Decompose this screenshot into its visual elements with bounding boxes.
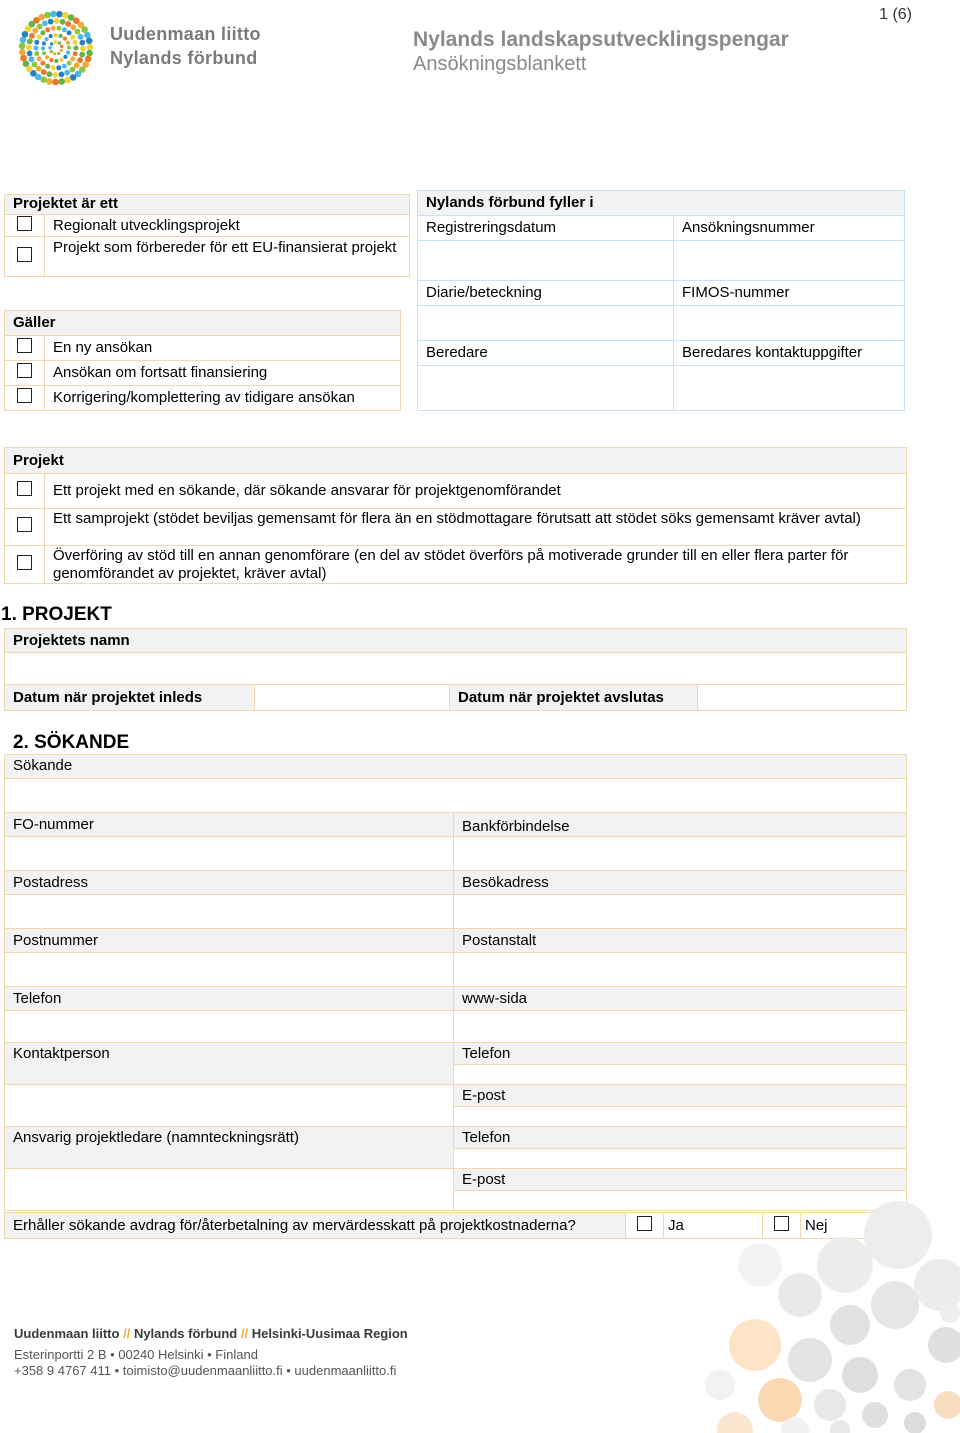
end-date-label: Datum när projektet avslutas bbox=[450, 685, 698, 711]
logo-dot bbox=[73, 51, 78, 56]
fimos-field[interactable] bbox=[674, 306, 905, 341]
logo-text-sv: Nylands förbund bbox=[110, 48, 258, 68]
page-number: 1 (6) bbox=[879, 6, 912, 23]
footer-dot bbox=[717, 1412, 753, 1433]
option-new-application: En ny ansökan bbox=[45, 336, 401, 361]
option-single-applicant: Ett projekt med en sökande, där sökande ansvarar för projektgenomförandet bbox=[45, 474, 907, 509]
document-title: Nylands landskapsutvecklingspengar bbox=[413, 28, 789, 51]
logo-dot bbox=[51, 26, 56, 31]
logo-dot bbox=[40, 30, 45, 35]
logo-dot bbox=[58, 41, 61, 44]
postal-address-label: Postadress bbox=[5, 871, 454, 895]
logo-dot bbox=[50, 50, 53, 53]
checkbox-correction[interactable] bbox=[17, 388, 32, 403]
logo-dot bbox=[56, 26, 61, 31]
footer-dot bbox=[914, 1259, 960, 1311]
diary-label: Diarie/beteckning bbox=[418, 281, 674, 306]
logo-dot bbox=[74, 46, 79, 51]
project-table bbox=[4, 628, 907, 711]
website-field[interactable] bbox=[454, 1011, 907, 1043]
logo-dot bbox=[70, 24, 76, 30]
logo-dot bbox=[36, 66, 42, 72]
footer-dot bbox=[817, 1237, 873, 1293]
application-number-field[interactable] bbox=[674, 241, 905, 281]
project-type-header: Projekt bbox=[5, 448, 907, 474]
logo-dot bbox=[47, 71, 53, 77]
logo-dot bbox=[65, 21, 71, 27]
logo-dot bbox=[51, 65, 56, 70]
logo-dot bbox=[87, 44, 94, 51]
logo-dot bbox=[32, 62, 38, 68]
post-office-label: Postanstalt bbox=[454, 929, 907, 953]
bank-account-label: Bankförbindelse bbox=[454, 813, 907, 837]
section-1-title: 1. PROJEKT bbox=[1, 604, 112, 625]
footer-separator: // bbox=[123, 1326, 131, 1341]
footer-dot bbox=[928, 1327, 960, 1363]
logo-dot bbox=[32, 28, 38, 34]
logo-dot bbox=[45, 55, 49, 59]
visiting-address-label: Besökadress bbox=[454, 871, 907, 895]
registration-date-label: Registreringsdatum bbox=[418, 216, 674, 241]
logo-dot bbox=[57, 52, 60, 55]
logo-dot bbox=[67, 30, 72, 35]
diary-field[interactable] bbox=[418, 306, 674, 341]
project-leader-field[interactable] bbox=[5, 1169, 454, 1211]
project-kind-table bbox=[4, 194, 410, 277]
logo-dot bbox=[70, 35, 75, 40]
post-office-field[interactable] bbox=[454, 953, 907, 987]
logo-dot bbox=[59, 72, 65, 78]
logo-dot bbox=[37, 56, 42, 61]
fimos-label: FIMOS-nummer bbox=[674, 281, 905, 306]
logo-dot bbox=[19, 43, 26, 50]
logo-dot bbox=[54, 33, 58, 37]
footer-dot bbox=[788, 1338, 832, 1382]
footer-separator: // bbox=[240, 1326, 249, 1341]
logo-dot bbox=[54, 59, 58, 63]
logo-dot bbox=[41, 69, 47, 75]
checkbox-eu-prep-project[interactable] bbox=[17, 247, 32, 262]
postal-address-field[interactable] bbox=[5, 895, 454, 929]
logo-dot bbox=[62, 64, 67, 69]
logo-dot bbox=[77, 57, 83, 63]
section-2-title: 2. SÖKANDE bbox=[13, 732, 130, 753]
postal-code-field[interactable] bbox=[5, 953, 454, 987]
logo-dot bbox=[86, 50, 93, 57]
applicant-label: Sökande bbox=[5, 755, 907, 779]
logo-dot bbox=[53, 72, 59, 78]
logo-dot bbox=[73, 40, 78, 45]
vat-no-label: Nej bbox=[801, 1213, 907, 1239]
logo-dot bbox=[45, 27, 50, 32]
logo-dot bbox=[27, 39, 33, 45]
logo-dot bbox=[59, 34, 63, 38]
footer-org-fi: Uudenmaan liitto bbox=[14, 1326, 120, 1341]
logo-dot bbox=[45, 64, 50, 69]
applies-header: Gäller bbox=[5, 311, 401, 336]
logo-dot bbox=[20, 55, 27, 62]
website-label: www-sida bbox=[454, 987, 907, 1011]
footer-dot bbox=[934, 1391, 960, 1419]
vat-question: Erhåller sökande avdrag för/återbetalning av mervärdesskatt på projektkostnaderna? bbox=[5, 1213, 626, 1239]
footer-dot bbox=[940, 1303, 960, 1323]
footer-dot bbox=[778, 1273, 822, 1317]
logo-dot bbox=[20, 37, 27, 44]
checkbox-single-applicant[interactable] bbox=[17, 481, 32, 496]
preparer-contact-field[interactable] bbox=[674, 366, 905, 411]
footer-org-sv: Nylands förbund bbox=[133, 1326, 238, 1341]
logo-dot bbox=[54, 40, 57, 43]
logo-dot bbox=[62, 27, 67, 32]
footer-dot bbox=[871, 1281, 919, 1329]
footer-dot bbox=[904, 1412, 926, 1433]
logo-dot bbox=[67, 61, 72, 66]
logo-dot bbox=[48, 19, 54, 25]
logo-dot bbox=[42, 41, 46, 45]
footer-dot bbox=[864, 1201, 932, 1269]
logo-dot bbox=[75, 29, 81, 35]
checkbox-joint-project[interactable] bbox=[17, 517, 32, 532]
logo-dot bbox=[38, 14, 45, 21]
logo-dot bbox=[42, 21, 48, 27]
footer-dot bbox=[729, 1319, 781, 1371]
visiting-address-field[interactable] bbox=[454, 895, 907, 929]
logo-dot bbox=[70, 56, 75, 61]
project-leader-label: Ansvarig projektledare (namnteckningsrätt) bbox=[5, 1127, 454, 1169]
preparer-field[interactable] bbox=[418, 366, 674, 411]
footer-dot bbox=[894, 1369, 926, 1401]
footer-contact: +358 9 4767 411 • toimisto@uudenmaanliitto.fi • uudenmaanliitto.fi bbox=[14, 1363, 397, 1378]
logo-dot bbox=[49, 34, 53, 38]
logo-dot bbox=[34, 40, 39, 45]
logo-dot bbox=[59, 58, 63, 62]
applicant-field[interactable] bbox=[5, 779, 907, 813]
project-name-field[interactable] bbox=[5, 653, 907, 685]
footer-org-en: Helsinki-Uusimaa Region bbox=[251, 1326, 408, 1341]
logo-dot bbox=[66, 41, 70, 45]
applies-table bbox=[4, 310, 401, 411]
application-number-label: Ansökningsnummer bbox=[674, 216, 905, 241]
logo-dot bbox=[50, 11, 57, 18]
logo-dot bbox=[37, 35, 42, 40]
footer-organisations bbox=[14, 1326, 408, 1341]
footer-dot bbox=[738, 1243, 782, 1287]
bank-account-field[interactable] bbox=[454, 837, 907, 871]
logo-dot bbox=[74, 62, 80, 68]
logo-dot bbox=[60, 49, 63, 52]
option-regional-project: Regionalt utvecklingsprojekt bbox=[45, 215, 410, 237]
project-name-label: Projektets namn bbox=[5, 629, 907, 653]
footer-dot bbox=[830, 1420, 850, 1433]
logo-dot bbox=[46, 78, 53, 85]
office-use-table bbox=[417, 190, 905, 411]
logo-dot bbox=[26, 45, 32, 51]
document-subtitle: Ansökningsblankett bbox=[413, 53, 587, 75]
logo-dot bbox=[34, 51, 39, 56]
logo-dot bbox=[70, 67, 76, 73]
logo-dot bbox=[63, 37, 67, 41]
logo-text-fi: Uudenmaan liitto bbox=[110, 24, 261, 44]
logo-dot bbox=[80, 40, 86, 46]
office-use-header: Nylands förbund fyller i bbox=[418, 191, 905, 216]
logo-dot bbox=[60, 19, 66, 25]
logo-dot bbox=[60, 45, 63, 48]
logo-dot bbox=[78, 34, 84, 40]
business-id-field[interactable] bbox=[5, 837, 454, 871]
logo-dot bbox=[80, 46, 86, 52]
logo-dot bbox=[79, 52, 85, 58]
logo-mark bbox=[12, 4, 104, 92]
logo-dot bbox=[53, 52, 56, 55]
checkbox-regional-project[interactable] bbox=[17, 216, 32, 231]
preparer-contact-label: Beredares kontaktuppgifter bbox=[674, 341, 905, 366]
project-kind-header: Projektet är ett bbox=[5, 195, 410, 215]
footer-dot bbox=[830, 1305, 870, 1345]
logo-dot bbox=[56, 65, 61, 70]
logo-dot bbox=[45, 37, 49, 41]
logo-dot bbox=[50, 42, 53, 45]
phone-label: Telefon bbox=[5, 987, 454, 1011]
option-continued-funding: Ansökan om fortsatt finansiering bbox=[45, 361, 401, 386]
end-date-field[interactable] bbox=[698, 685, 907, 711]
logo-dot bbox=[63, 55, 67, 59]
option-correction: Korrigering/komplettering av tidigare ansökan bbox=[45, 386, 401, 411]
contact-phone-field[interactable] bbox=[454, 1065, 907, 1085]
logo-dot bbox=[25, 26, 32, 33]
leader-email-label: E-post bbox=[454, 1169, 907, 1191]
logo-dot bbox=[64, 70, 70, 76]
business-id-label: FO-nummer bbox=[5, 813, 454, 837]
footer-dot bbox=[862, 1402, 888, 1428]
start-date-field[interactable] bbox=[255, 685, 450, 711]
option-transfer: Överföring av stöd till en annan genomförare (en del av stödet överförs på motiverade grunder till en eller flera parter för genomförandet av projektet, kräver avtal) bbox=[45, 546, 907, 584]
footer-dot bbox=[758, 1378, 802, 1422]
preparer-label: Beredare bbox=[418, 341, 674, 366]
logo-dot bbox=[29, 33, 35, 39]
contact-email-label: E-post bbox=[454, 1085, 907, 1107]
option-eu-prep-project: Projekt som förbereder för ett EU-finansierat projekt bbox=[45, 237, 410, 277]
footer-dot bbox=[842, 1357, 878, 1393]
footer-address: Esterinportti 2 B • 00240 Helsinki • Finland bbox=[14, 1347, 258, 1362]
leader-phone-field[interactable] bbox=[454, 1149, 907, 1169]
logo-dot bbox=[86, 38, 93, 45]
vat-yes-label: Ja bbox=[664, 1213, 763, 1239]
contact-person-field[interactable] bbox=[5, 1085, 454, 1127]
contact-person-label: Kontaktperson bbox=[5, 1043, 454, 1085]
logo-dot bbox=[34, 46, 39, 51]
contact-email-field[interactable] bbox=[454, 1107, 907, 1127]
logo-dot bbox=[27, 51, 33, 57]
logo-dot bbox=[66, 51, 70, 55]
footer-dot bbox=[814, 1389, 846, 1421]
start-date-label: Datum när projektet inleds bbox=[5, 685, 255, 711]
logo-dot bbox=[40, 61, 45, 66]
postal-code-label: Postnummer bbox=[5, 929, 454, 953]
checkbox-new-application[interactable] bbox=[17, 338, 32, 353]
phone-field[interactable] bbox=[5, 1011, 454, 1043]
logo-dot bbox=[19, 49, 26, 56]
logo-dot bbox=[58, 78, 65, 85]
checkbox-transfer[interactable] bbox=[17, 555, 32, 570]
footer-dot bbox=[705, 1370, 735, 1400]
logo-dot bbox=[49, 58, 53, 62]
contact-phone-label: Telefon bbox=[454, 1043, 907, 1065]
logo-dot bbox=[62, 12, 69, 19]
registration-date-field[interactable] bbox=[418, 241, 674, 281]
logo-dot bbox=[44, 12, 51, 19]
checkbox-vat-yes[interactable] bbox=[637, 1216, 652, 1231]
project-type-table bbox=[4, 447, 907, 584]
logo-dot bbox=[56, 11, 63, 18]
logo-dot bbox=[64, 77, 71, 84]
footer-dots-graphic bbox=[700, 1195, 960, 1433]
logo-dot bbox=[29, 56, 35, 62]
option-joint-project: Ett samprojekt (stödet beviljas gemensamt för flera än en stödmottagare förutsatt att stödet söks gemensamt kräver avtal) bbox=[45, 509, 907, 546]
logo-dot bbox=[67, 46, 71, 50]
logo-dot bbox=[42, 51, 46, 55]
logo-dot bbox=[52, 79, 59, 86]
logo-dot bbox=[41, 46, 45, 50]
leader-phone-label: Telefon bbox=[454, 1127, 907, 1149]
logo-dot bbox=[37, 24, 43, 30]
checkbox-continued-funding[interactable] bbox=[17, 363, 32, 378]
logo-dot bbox=[84, 32, 91, 39]
applicant-table bbox=[4, 754, 907, 1211]
logo-dot bbox=[48, 46, 51, 49]
logo-dot bbox=[54, 18, 60, 24]
